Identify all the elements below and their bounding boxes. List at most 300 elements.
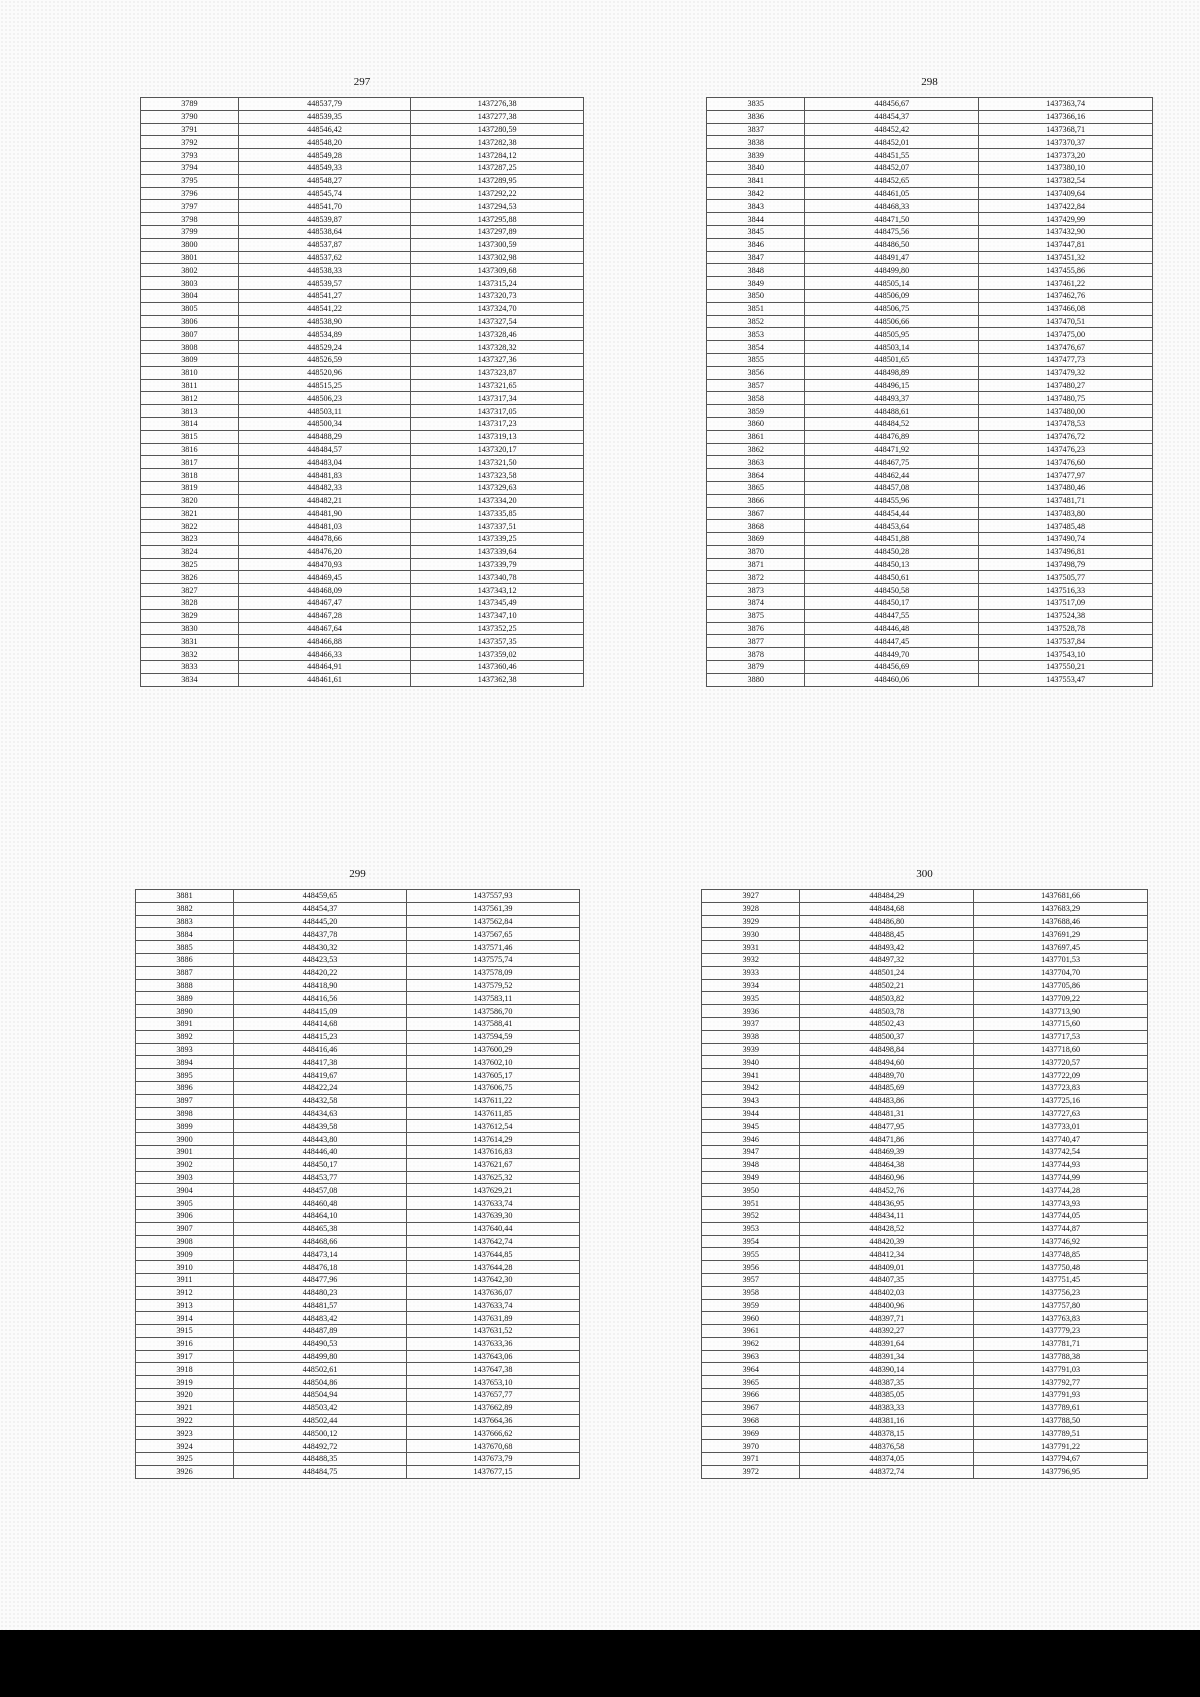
- coordinate-block: [701, 866, 1148, 1479]
- coordinate-x: 448412,34: [800, 1248, 974, 1261]
- coordinate-x: 448488,29: [238, 430, 411, 443]
- point-number: 3896: [136, 1081, 234, 1094]
- table-row: [702, 1248, 1148, 1261]
- point-number: 3845: [707, 225, 805, 238]
- coordinate-x: 448502,61: [234, 1363, 407, 1376]
- coordinate-y: 1437362,38: [411, 673, 584, 686]
- table-row: [707, 379, 1153, 392]
- coordinate-x: 448491,47: [805, 251, 979, 264]
- coordinate-y: 1437451,32: [979, 251, 1153, 264]
- table-row: [141, 405, 584, 418]
- table-row: [141, 187, 584, 200]
- coordinate-x: 448378,15: [800, 1427, 974, 1440]
- coordinate-x: 448498,84: [800, 1043, 974, 1056]
- coordinate-y: 1437345,49: [411, 597, 584, 610]
- coordinate-y: 1437480,46: [979, 481, 1153, 494]
- coordinate-y: 1437478,53: [979, 417, 1153, 430]
- coordinate-x: 448482,33: [238, 481, 411, 494]
- coordinate-x: 448467,47: [238, 597, 411, 610]
- point-number: 3942: [702, 1081, 800, 1094]
- point-number: 3911: [136, 1273, 234, 1286]
- table-row: [702, 1414, 1148, 1427]
- table-row: [707, 238, 1153, 251]
- point-number: 3860: [707, 417, 805, 430]
- point-number: 3934: [702, 979, 800, 992]
- coordinate-y: 1437701,53: [974, 953, 1148, 966]
- table-row: [707, 264, 1153, 277]
- coordinate-x: 448484,52: [805, 417, 979, 430]
- page-number: 300: [916, 868, 933, 880]
- table-row: [141, 213, 584, 226]
- point-number: 3830: [141, 622, 239, 635]
- table-row: [707, 469, 1153, 482]
- table-row: [136, 1158, 580, 1171]
- table-row: [707, 366, 1153, 379]
- point-number: 3948: [702, 1158, 800, 1171]
- point-number: 3967: [702, 1401, 800, 1414]
- table-row: [707, 609, 1153, 622]
- point-number: 3952: [702, 1209, 800, 1222]
- coordinate-y: 1437631,89: [406, 1312, 579, 1325]
- coordinate-y: 1437605,17: [406, 1069, 579, 1082]
- point-number: 3866: [707, 494, 805, 507]
- coordinate-x: 448387,35: [800, 1376, 974, 1389]
- coordinate-x: 448487,89: [234, 1325, 407, 1338]
- coordinate-x: 448486,50: [805, 238, 979, 251]
- coordinate-y: 1437479,32: [979, 366, 1153, 379]
- coordinate-x: 448481,83: [238, 469, 411, 482]
- table-row: [136, 1325, 580, 1338]
- point-number: 3819: [141, 481, 239, 494]
- coordinate-x: 448520,96: [238, 366, 411, 379]
- table-row: [702, 1184, 1148, 1197]
- coordinate-y: 1437588,41: [406, 1017, 579, 1030]
- coordinate-x: 448467,28: [238, 609, 411, 622]
- coordinate-x: 448476,18: [234, 1261, 407, 1274]
- table-row: [702, 1133, 1148, 1146]
- point-number: 3828: [141, 597, 239, 610]
- coordinate-y: 1437788,38: [974, 1350, 1148, 1363]
- point-number: 3793: [141, 149, 239, 162]
- coordinate-y: 1437339,25: [411, 533, 584, 546]
- table-row: [707, 494, 1153, 507]
- coordinate-y: 1437709,22: [974, 992, 1148, 1005]
- coordinate-x: 448488,45: [800, 928, 974, 941]
- coordinate-y: 1437697,45: [974, 941, 1148, 954]
- table-row: [702, 1005, 1148, 1018]
- coordinate-x: 448385,05: [800, 1389, 974, 1402]
- coordinate-y: 1437327,36: [411, 353, 584, 366]
- point-number: 3816: [141, 443, 239, 456]
- point-number: 3969: [702, 1427, 800, 1440]
- coordinate-y: 1437323,87: [411, 366, 584, 379]
- coordinate-y: 1437337,51: [411, 520, 584, 533]
- table-row: [141, 545, 584, 558]
- coordinate-x: 448452,65: [805, 174, 979, 187]
- point-number: 3945: [702, 1120, 800, 1133]
- coordinate-y: 1437643,06: [406, 1350, 579, 1363]
- table-row: [136, 1107, 580, 1120]
- coordinate-y: 1437553,47: [979, 673, 1153, 686]
- coordinate-x: 448502,21: [800, 979, 974, 992]
- coordinate-y: 1437636,07: [406, 1286, 579, 1299]
- coordinate-y: 1437633,36: [406, 1337, 579, 1350]
- coordinate-y: 1437789,51: [974, 1427, 1148, 1440]
- coordinate-y: 1437524,38: [979, 609, 1153, 622]
- table-row: [136, 1184, 580, 1197]
- point-number: 3919: [136, 1376, 234, 1389]
- coordinate-x: 448503,14: [805, 341, 979, 354]
- coordinate-x: 448484,57: [238, 443, 411, 456]
- table-row: [702, 1453, 1148, 1466]
- point-number: 3915: [136, 1325, 234, 1338]
- table-row: [136, 1209, 580, 1222]
- coordinate-x: 448390,14: [800, 1363, 974, 1376]
- coordinate-y: 1437653,10: [406, 1376, 579, 1389]
- coordinate-x: 448476,20: [238, 545, 411, 558]
- coordinate-x: 448422,24: [234, 1081, 407, 1094]
- table-row: [702, 1222, 1148, 1235]
- coordinate-y: 1437475,00: [979, 328, 1153, 341]
- coordinate-y: 1437470,51: [979, 315, 1153, 328]
- point-number: 3803: [141, 277, 239, 290]
- point-number: 3798: [141, 213, 239, 226]
- table-row: [707, 149, 1153, 162]
- coordinate-table: [706, 97, 1153, 687]
- point-number: 3891: [136, 1017, 234, 1030]
- coordinate-x: 448452,42: [805, 123, 979, 136]
- coordinate-y: 1437315,24: [411, 277, 584, 290]
- table-row: [702, 1145, 1148, 1158]
- coordinate-x: 448484,29: [800, 890, 974, 903]
- coordinate-x: 448498,89: [805, 366, 979, 379]
- table-row: [707, 635, 1153, 648]
- point-number: 3834: [141, 673, 239, 686]
- point-number: 3881: [136, 890, 234, 903]
- table-row: [702, 1427, 1148, 1440]
- coordinate-y: 1437611,22: [406, 1094, 579, 1107]
- point-number: 3965: [702, 1376, 800, 1389]
- table-row: [702, 1312, 1148, 1325]
- coordinate-x: 448416,56: [234, 992, 407, 1005]
- table-row: [702, 966, 1148, 979]
- coordinate-x: 448549,28: [238, 149, 411, 162]
- point-number: 3817: [141, 456, 239, 469]
- table-row: [141, 277, 584, 290]
- point-number: 3908: [136, 1235, 234, 1248]
- table-row: [141, 622, 584, 635]
- point-number: 3827: [141, 584, 239, 597]
- coordinate-y: 1437578,09: [406, 966, 579, 979]
- coordinate-y: 1437677,15: [406, 1465, 579, 1478]
- coordinate-x: 448454,44: [805, 507, 979, 520]
- table-row: [141, 149, 584, 162]
- point-number: 3901: [136, 1145, 234, 1158]
- coordinate-y: 1437543,10: [979, 648, 1153, 661]
- table-row: [136, 902, 580, 915]
- coordinate-y: 1437794,67: [974, 1453, 1148, 1466]
- coordinate-x: 448450,28: [805, 545, 979, 558]
- point-number: 3847: [707, 251, 805, 264]
- table-row: [136, 1401, 580, 1414]
- coordinate-x: 448483,86: [800, 1094, 974, 1107]
- coordinate-x: 448450,58: [805, 584, 979, 597]
- point-number: 3898: [136, 1107, 234, 1120]
- coordinate-y: 1437498,79: [979, 558, 1153, 571]
- table-row: [707, 571, 1153, 584]
- table-row: [136, 1133, 580, 1146]
- table-row: [707, 353, 1153, 366]
- point-number: 3892: [136, 1030, 234, 1043]
- coordinate-y: 1437791,93: [974, 1389, 1148, 1402]
- coordinate-y: 1437571,46: [406, 941, 579, 954]
- coordinate-y: 1437788,50: [974, 1414, 1148, 1427]
- coordinate-y: 1437300,59: [411, 238, 584, 251]
- point-number: 3840: [707, 161, 805, 174]
- point-number: 3848: [707, 264, 805, 277]
- point-number: 3824: [141, 545, 239, 558]
- table-row: [702, 941, 1148, 954]
- coordinate-y: 1437352,25: [411, 622, 584, 635]
- table-row: [136, 1043, 580, 1056]
- coordinate-y: 1437715,60: [974, 1017, 1148, 1030]
- table-row: [707, 430, 1153, 443]
- table-row: [707, 520, 1153, 533]
- coordinate-y: 1437633,74: [406, 1299, 579, 1312]
- point-number: 3799: [141, 225, 239, 238]
- coordinate-x: 448503,11: [238, 405, 411, 418]
- coordinate-y: 1437796,95: [974, 1465, 1148, 1478]
- table-row: [136, 1248, 580, 1261]
- coordinate-y: 1437359,02: [411, 648, 584, 661]
- table-row: [707, 174, 1153, 187]
- point-number: 3895: [136, 1069, 234, 1082]
- point-number: 3918: [136, 1363, 234, 1376]
- table-row: [707, 328, 1153, 341]
- coordinate-y: 1437328,46: [411, 328, 584, 341]
- table-row: [136, 1273, 580, 1286]
- coordinate-x: 448446,40: [234, 1145, 407, 1158]
- coordinate-y: 1437276,38: [411, 98, 584, 111]
- coordinate-y: 1437328,32: [411, 341, 584, 354]
- coordinate-y: 1437606,75: [406, 1081, 579, 1094]
- table-row: [136, 928, 580, 941]
- table-row: [702, 1389, 1148, 1402]
- table-row: [702, 1094, 1148, 1107]
- coordinate-x: 448470,93: [238, 558, 411, 571]
- point-number: 3963: [702, 1350, 800, 1363]
- coordinate-y: 1437462,76: [979, 289, 1153, 302]
- coordinate-y: 1437602,10: [406, 1056, 579, 1069]
- point-number: 3929: [702, 915, 800, 928]
- table-row: [707, 443, 1153, 456]
- table-row: [707, 661, 1153, 674]
- coordinate-y: 1437575,74: [406, 953, 579, 966]
- coordinate-y: 1437321,65: [411, 379, 584, 392]
- table-row: [136, 1056, 580, 1069]
- coordinate-y: 1437662,89: [406, 1401, 579, 1414]
- coordinate-x: 448488,61: [805, 405, 979, 418]
- table-row: [141, 251, 584, 264]
- coordinate-y: 1437481,71: [979, 494, 1153, 507]
- coordinate-y: 1437366,16: [979, 110, 1153, 123]
- coordinate-x: 448443,80: [234, 1133, 407, 1146]
- table-row: [702, 1401, 1148, 1414]
- coordinate-x: 448407,35: [800, 1273, 974, 1286]
- coordinate-y: 1437792,77: [974, 1376, 1148, 1389]
- coordinate-y: 1437727,63: [974, 1107, 1148, 1120]
- coordinate-y: 1437476,60: [979, 456, 1153, 469]
- coordinate-y: 1437733,01: [974, 1120, 1148, 1133]
- point-number: 3790: [141, 110, 239, 123]
- point-number: 3936: [702, 1005, 800, 1018]
- coordinate-x: 448450,17: [805, 597, 979, 610]
- table-row: [141, 110, 584, 123]
- coordinate-y: 1437319,13: [411, 430, 584, 443]
- coordinate-y: 1437370,37: [979, 136, 1153, 149]
- point-number: 3805: [141, 302, 239, 315]
- coordinate-y: 1437320,17: [411, 443, 584, 456]
- point-number: 3864: [707, 469, 805, 482]
- coordinate-y: 1437455,86: [979, 264, 1153, 277]
- table-row: [702, 979, 1148, 992]
- table-row: [702, 1273, 1148, 1286]
- coordinate-x: 448515,25: [238, 379, 411, 392]
- coordinate-y: 1437309,68: [411, 264, 584, 277]
- point-number: 3862: [707, 443, 805, 456]
- coordinate-x: 448456,67: [805, 98, 979, 111]
- table-row: [141, 661, 584, 674]
- page-number: 297: [353, 76, 371, 88]
- coordinate-x: 448467,75: [805, 456, 979, 469]
- coordinate-x: 448481,90: [238, 507, 411, 520]
- point-number: 3907: [136, 1222, 234, 1235]
- table-row: [136, 1389, 580, 1402]
- table-row: [136, 1171, 580, 1184]
- coordinate-x: 448457,08: [234, 1184, 407, 1197]
- coordinate-y: 1437347,10: [411, 609, 584, 622]
- coordinate-y: 1437789,61: [974, 1401, 1148, 1414]
- table-row: [702, 928, 1148, 941]
- coordinate-x: 448452,01: [805, 136, 979, 149]
- table-row: [702, 890, 1148, 903]
- table-row: [707, 200, 1153, 213]
- coordinate-x: 448537,87: [238, 238, 411, 251]
- coordinate-x: 448434,63: [234, 1107, 407, 1120]
- coordinate-y: 1437339,64: [411, 545, 584, 558]
- point-number: 3807: [141, 328, 239, 341]
- point-number: 3957: [702, 1273, 800, 1286]
- coordinate-x: 448486,80: [800, 915, 974, 928]
- coordinate-y: 1437744,93: [974, 1158, 1148, 1171]
- coordinate-y: 1437294,53: [411, 200, 584, 213]
- table-row: [702, 1235, 1148, 1248]
- table-row: [707, 584, 1153, 597]
- point-number: 3947: [702, 1145, 800, 1158]
- table-row: [141, 328, 584, 341]
- coordinate-y: 1437357,35: [411, 635, 584, 648]
- point-number: 3808: [141, 341, 239, 354]
- table-row: [707, 315, 1153, 328]
- table-row: [141, 98, 584, 111]
- coordinate-x: 448497,32: [800, 953, 974, 966]
- table-row: [136, 1197, 580, 1210]
- point-number: 3943: [702, 1094, 800, 1107]
- coordinate-y: 1437380,10: [979, 161, 1153, 174]
- table-row: [136, 1017, 580, 1030]
- table-row: [141, 443, 584, 456]
- point-number: 3879: [707, 661, 805, 674]
- coordinate-y: 1437480,75: [979, 392, 1153, 405]
- point-number: 3850: [707, 289, 805, 302]
- table-row: [141, 289, 584, 302]
- coordinate-x: 448445,20: [234, 915, 407, 928]
- point-number: 3861: [707, 430, 805, 443]
- point-number: 3966: [702, 1389, 800, 1402]
- coordinate-x: 448451,55: [805, 149, 979, 162]
- coordinate-block: [140, 74, 584, 687]
- coordinate-y: 1437705,86: [974, 979, 1148, 992]
- table-row: [707, 161, 1153, 174]
- table-row: [707, 545, 1153, 558]
- coordinate-x: 448450,17: [234, 1158, 407, 1171]
- table-row: [136, 1440, 580, 1453]
- coordinate-y: 1437748,85: [974, 1248, 1148, 1261]
- point-number: 3909: [136, 1248, 234, 1261]
- point-number: 3920: [136, 1389, 234, 1402]
- coordinate-x: 448494,60: [800, 1056, 974, 1069]
- coordinate-y: 1437744,05: [974, 1209, 1148, 1222]
- coordinate-y: 1437666,62: [406, 1427, 579, 1440]
- table-row: [141, 533, 584, 546]
- coordinate-y: 1437373,20: [979, 149, 1153, 162]
- coordinate-y: 1437490,74: [979, 533, 1153, 546]
- coordinate-y: 1437561,39: [406, 902, 579, 915]
- table-row: [136, 1145, 580, 1158]
- point-number: 3887: [136, 966, 234, 979]
- table-row: [136, 1414, 580, 1427]
- coordinate-x: 448462,44: [805, 469, 979, 482]
- coordinate-y: 1437757,80: [974, 1299, 1148, 1312]
- point-number: 3905: [136, 1197, 234, 1210]
- point-number: 3888: [136, 979, 234, 992]
- table-row: [141, 648, 584, 661]
- point-number: 3902: [136, 1158, 234, 1171]
- point-number: 3890: [136, 1005, 234, 1018]
- coordinate-y: 1437742,54: [974, 1145, 1148, 1158]
- table-row: [707, 123, 1153, 136]
- coordinate-x: 448537,79: [238, 98, 411, 111]
- point-number: 3868: [707, 520, 805, 533]
- point-number: 3930: [702, 928, 800, 941]
- coordinate-y: 1437505,77: [979, 571, 1153, 584]
- coordinate-y: 1437429,99: [979, 213, 1153, 226]
- point-number: 3849: [707, 277, 805, 290]
- coordinate-y: 1437579,52: [406, 979, 579, 992]
- coordinate-y: 1437480,00: [979, 405, 1153, 418]
- coordinate-x: 448504,86: [234, 1376, 407, 1389]
- table-row: [136, 1081, 580, 1094]
- coordinate-x: 448464,38: [800, 1158, 974, 1171]
- coordinate-x: 448481,31: [800, 1107, 974, 1120]
- table-row: [702, 1325, 1148, 1338]
- point-number: 3921: [136, 1401, 234, 1414]
- coordinate-y: 1437657,77: [406, 1389, 579, 1402]
- point-number: 3801: [141, 251, 239, 264]
- coordinate-x: 448416,46: [234, 1043, 407, 1056]
- coordinate-x: 448475,56: [805, 225, 979, 238]
- coordinate-y: 1437343,12: [411, 584, 584, 597]
